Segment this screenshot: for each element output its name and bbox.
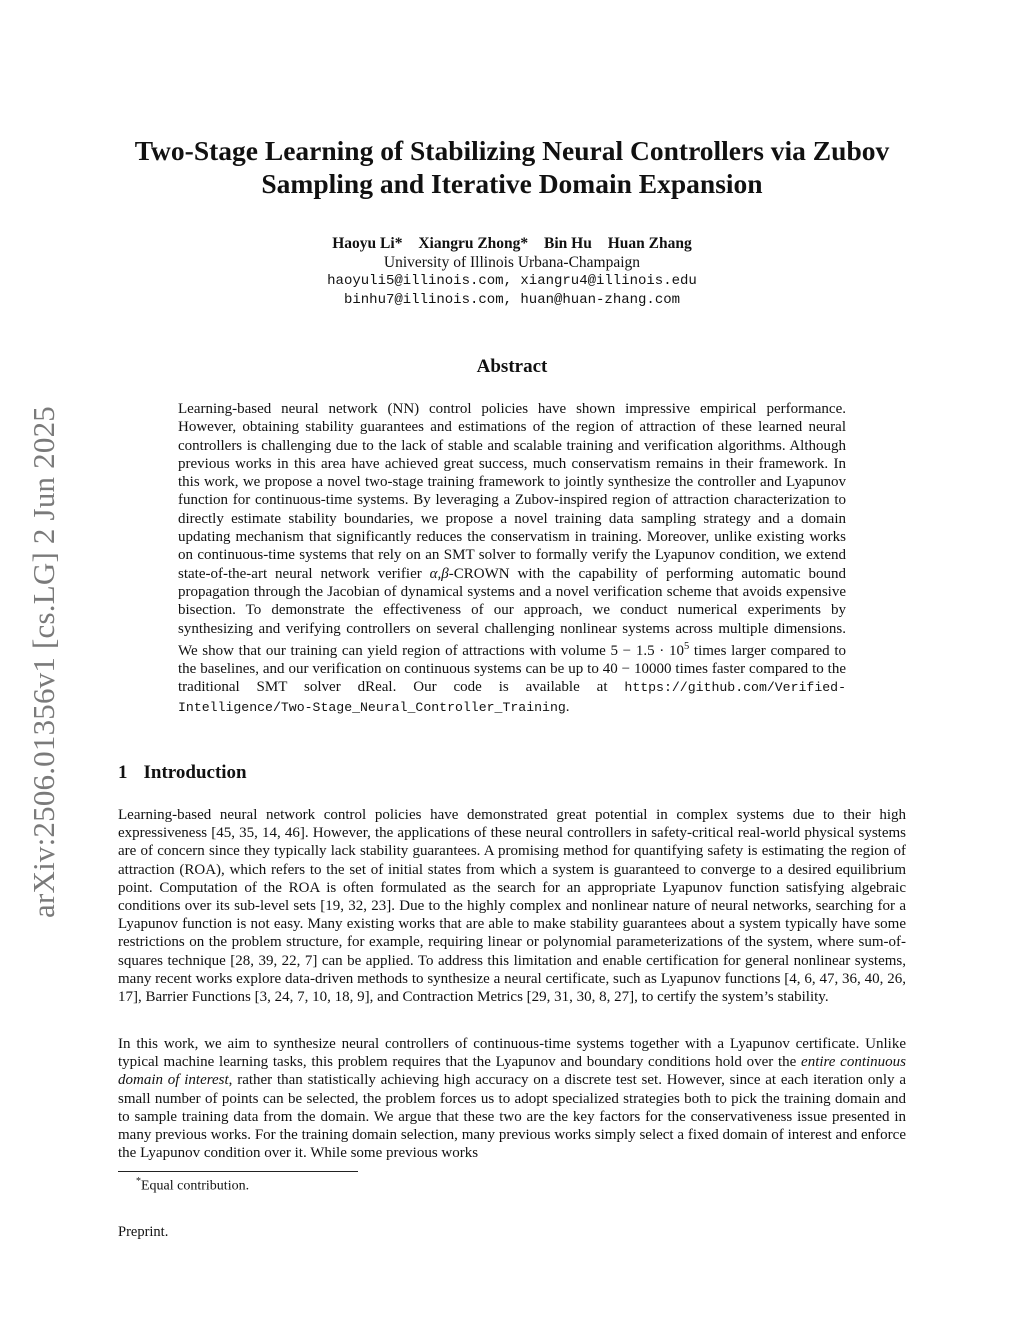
abstract-math-speedup: 40 − 10000 [602, 661, 672, 678]
title-line-1: Two-Stage Learning of Stabilizing Neural Controllers via Zubov [134, 135, 890, 166]
affiliation: University of Illinois Urbana-Champaign [383, 254, 641, 271]
author-emails-line-2: binhu7@illinois.com, huan@huan-zhang.com [343, 292, 681, 308]
paragraph-text: In this work, we aim to synthesize neural controllers of continuous-time systems together with a Lyapunov certificate. Unlike typical machine learning tasks, this problem requires that the Lyapunov and boundary conditions hold over the [118, 1036, 906, 1071]
footnote-divider [118, 1171, 358, 1172]
author-name: Haoyu Li* [332, 235, 403, 252]
paper-title [100, 134, 924, 200]
intro-paragraph-2 [118, 1035, 906, 1162]
footnote [136, 1176, 249, 1195]
arxiv-identifier-stamp [24, 382, 64, 942]
abstract-math-exponent: 5 [683, 640, 690, 652]
page-footer: Preprint. [118, 1224, 169, 1240]
abstract-heading: Abstract [476, 356, 548, 377]
code-repository-link[interactable]: https://github.com/Verified-Intelligence/Two-Stage_Neural_Controller_Training [178, 680, 846, 715]
footnote-mark: * [136, 1176, 141, 1187]
author-names [200, 234, 824, 253]
abstract-text: times larger compared to the baselines, and our verification on continuous systems can be up to [178, 642, 846, 678]
abstract-body [178, 400, 846, 717]
author-name: Bin Hu [544, 235, 592, 252]
abstract-text: times faster compared to the traditional SMT solver dReal. Our code is available at [178, 661, 846, 696]
paragraph-emphasis: entire continuous domain of interest [118, 1054, 906, 1089]
paragraph-text: , rather than statistically achieving high accuracy on a discrete test set. However, since at each iteration only a small number of points can be selected, the problem forces us to adopt specialized strategies both to pick the training domain and to sample training data from the domain. We argue that these two are the key factors for the conservativeness issue presented in many previous works. For the training domain selection, many previous works simply select a fixed domain of interest and enforce the Lyapunov condition over it. While some previous works [118, 1072, 906, 1162]
author-block [200, 234, 824, 310]
section-number: 1 [118, 762, 128, 783]
abstract-text: Learning-based neural network (NN) control policies have shown impressive empirical performance. However, obtaining stability guarantees and estimations of the region of attraction of these learned neural controllers is challenging due to the lack of stable and scalable training and verification algorithms. Although previous works in this area have achieved great success, much conservatism remains in their framework. In this work, we propose a novel two-stage training framework to jointly synthesize the controller and Lyapunov function for continuous-time systems. By leveraging a Zubov-inspired region of attraction characterization to directly estimate stability boundaries, we propose a novel training data sampling strategy and a domain updating mechanism that significantly reduces the conservatism in training. Moreover, unlike existing works on continuous-time systems that rely on an SMT solver to formally verify the Lyapunov condition, we extend state-of-the-art neural network verifier [178, 401, 846, 582]
title-line-2: Sampling and Iterative Domain Expansion [261, 168, 763, 199]
abstract-math-volume: 5 − 1.5 · 10 [610, 642, 684, 659]
footnote-text: Equal contribution. [141, 1178, 250, 1194]
abstract-math-symbol: α,β [429, 565, 449, 582]
section-heading-introduction [118, 762, 247, 784]
author-name: Xiangru Zhong* [418, 235, 529, 252]
author-name: Huan Zhang [607, 235, 692, 252]
intro-paragraph-1: Learning-based neural network control policies have demonstrated great potential in complex systems due to their high expressiveness [45, 35, 14, 46]. However, the applications of these neural controllers in safety-critical real-world physical systems are of concern since they typically lack stability guarantees. A promising method for quantifying safety is estimating the region of attraction (ROA), which refers to the set of initial states from which a system is guaranteed to converge to a desired equilibrium point. Computation of the ROA is often formulated as the search for an appropriate Lyapunov function satisfying algebraic conditions over its sub-level sets [19, 32, 23]. Due to the highly complex and nonlinear nature of neural networks, searching for a Lyapunov function is not easy. Many existing works that are able to make stability guarantees about a system typically have some restrictions on the problem structure, for example, requiring linear or polynomial parameterizations of the system, where sum-of-squares technique [28, 39, 22, 7] can be applied. To address this limitation and enable certification for general nonlinear systems, many recent works explore data-driven methods to synthesize a neural certificate, such as Lyapunov functions [4, 6, 47, 36, 40, 26, 17], Barrier Functions [3, 24, 7, 10, 18, 9], and Contraction Metrics [29, 31, 30, 8, 27], to certify the system’s stability. [118, 807, 906, 1006]
abstract-text: -CROWN with the capability of performing automatic bound propagation through the Jacobian of dynamical systems and a novel verification scheme that avoids expensive bisection. To demonstrate the effectiveness of our approach, we conduct numerical experiments by synthesizing and verifying controllers on several challenging nonlinear systems across multiple dimensions. We show that our training can yield region of attractions with volume [178, 565, 846, 659]
abstract-text: . [565, 698, 570, 715]
author-emails-line-1: haoyuli5@illinois.com, xiangru4@illinois.edu [327, 273, 697, 289]
section-title: Introduction [143, 762, 247, 783]
arxiv-stamp-text: arXiv:2506.01356v1 [cs.LG] 2 Jun 2025 [26, 406, 62, 918]
